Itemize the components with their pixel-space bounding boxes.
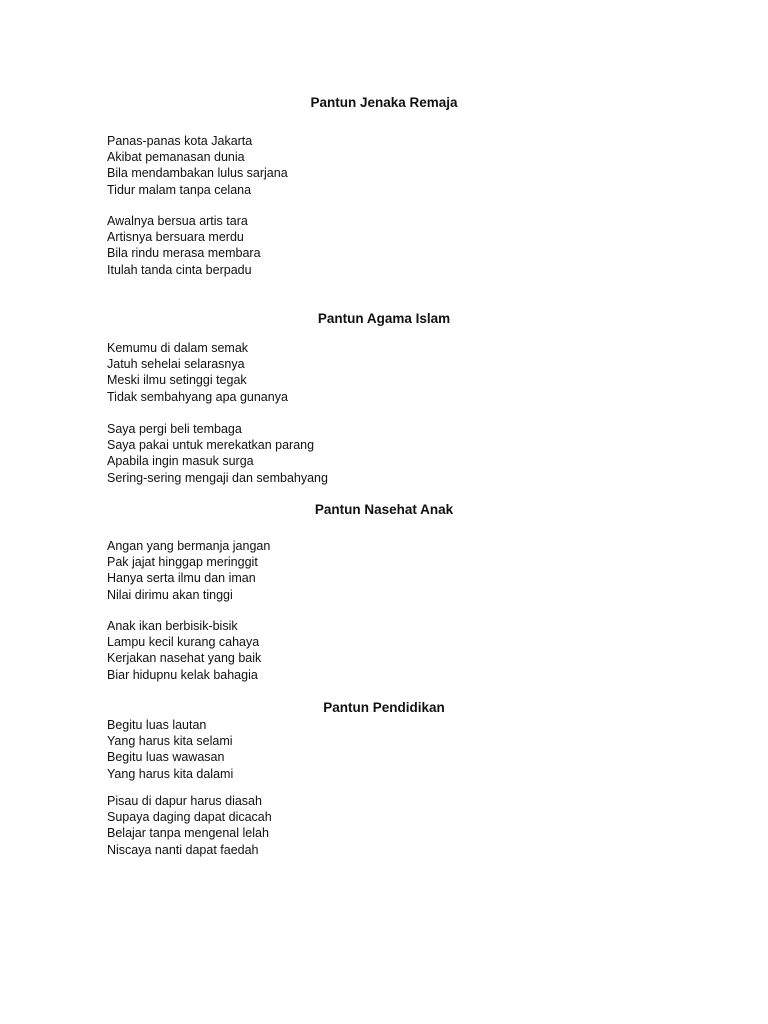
verse-line: Nilai dirimu akan tinggi [107, 587, 233, 602]
verse-line: Akibat pemanasan dunia [107, 150, 245, 165]
verse-line: Belajar tanpa mengenal lelah [107, 826, 269, 841]
verse-line: Begitu luas wawasan [107, 750, 225, 765]
verse-line: Yang harus kita dalami [107, 766, 234, 781]
stanza-nasehat-1 [107, 538, 270, 603]
stanza-nasehat-2 [107, 618, 261, 683]
verse-line: Bila rindu merasa membara [107, 246, 261, 261]
verse-line: Kerjakan nasehat yang baik [107, 651, 262, 666]
stanza-jenaka-2 [107, 213, 261, 278]
verse-line: Anak ikan berbisik-bisik [107, 619, 238, 633]
verse-line: Saya pakai untuk merekatkan parang [107, 438, 315, 453]
stanza-agama-1 [107, 340, 288, 405]
verse-line: Niscaya nanti dapat faedah [107, 842, 259, 857]
verse-line: Saya pergi beli tembaga [107, 422, 242, 436]
stanza-pendidikan-2 [107, 793, 272, 858]
verse-line: Pisau di dapur harus diasah [107, 794, 262, 808]
verse-line: Begitu luas lautan [107, 718, 207, 732]
verse-line: Yang harus kita selami [107, 734, 233, 749]
verse-line: Biar hidupnu kelak bahagia [107, 667, 258, 682]
stanza-jenaka-1 [107, 133, 288, 198]
stanza-agama-2 [107, 421, 328, 486]
verse-line: Angan yang bermanja jangan [107, 539, 271, 553]
section-title-agama: Pantun Agama Islam [317, 311, 451, 326]
verse-line: Lampu kecil kurang cahaya [107, 635, 260, 650]
verse-line: Pak jajat hinggap meringgit [107, 555, 258, 570]
section-title-pendidikan: Pantun Pendidikan [323, 700, 445, 715]
verse-line: Apabila ingin masuk surga [107, 454, 254, 469]
stanza-pendidikan-1 [107, 717, 233, 782]
verse-line: Artisnya bersuara merdu [107, 230, 244, 245]
verse-line: Bila mendambakan lulus sarjana [107, 166, 288, 181]
section-title-nasehat: Pantun Nasehat Anak [314, 502, 454, 517]
verse-line: Awalnya bersua artis tara [107, 214, 248, 228]
verse-line: Itulah tanda cinta berpadu [107, 262, 252, 277]
verse-line: Panas-panas kota Jakarta [107, 134, 253, 148]
verse-line: Hanya serta ilmu dan iman [107, 571, 256, 586]
verse-line: Tidur malam tanpa celana [107, 182, 252, 197]
verse-line: Sering-sering mengaji dan sembahyang [107, 470, 328, 485]
verse-line: Supaya daging dapat dicacah [107, 810, 272, 825]
verse-line: Jatuh sehelai selarasnya [107, 357, 245, 372]
section-title-jenaka: Pantun Jenaka Remaja [310, 95, 458, 110]
verse-line: Tidak sembahyang apa gunanya [107, 389, 288, 404]
verse-line: Meski ilmu setinggi tegak [107, 373, 247, 388]
verse-line: Kemumu di dalam semak [107, 341, 249, 355]
